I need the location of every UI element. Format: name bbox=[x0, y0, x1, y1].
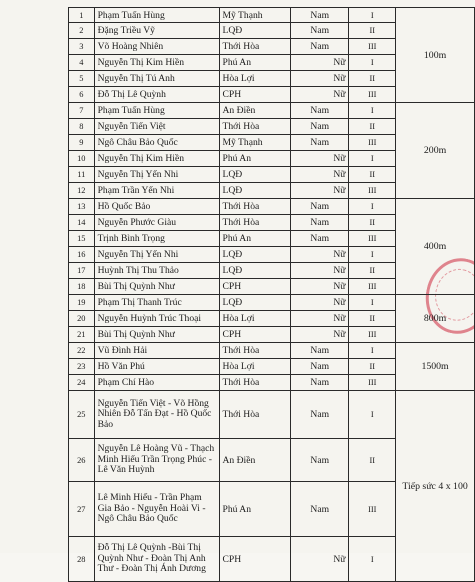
team-unit: Hòa Lợi bbox=[219, 71, 290, 87]
row-number: 15 bbox=[69, 231, 95, 247]
gender: Nữ bbox=[290, 263, 348, 279]
team-unit: Phú An bbox=[219, 151, 290, 167]
row-number: 28 bbox=[69, 537, 95, 582]
gender: Nữ bbox=[290, 87, 348, 103]
athlete-name: Nguyễn Huỳnh Trúc Thoại bbox=[94, 311, 219, 327]
row-number: 21 bbox=[69, 327, 95, 343]
gender: Nữ bbox=[290, 537, 348, 582]
team-unit: LQĐ bbox=[219, 295, 290, 311]
athlete-name: Phạm Thị Thanh Trúc bbox=[94, 295, 219, 311]
placing: II bbox=[349, 71, 396, 87]
gender: Nam bbox=[290, 375, 348, 391]
team-unit: Hòa Lợi bbox=[219, 359, 290, 375]
gender: Nữ bbox=[290, 167, 348, 183]
row-number: 14 bbox=[69, 215, 95, 231]
table-row bbox=[69, 295, 475, 311]
placing: II bbox=[349, 439, 396, 482]
gender: Nam bbox=[290, 103, 348, 119]
event-name: 1500m bbox=[396, 343, 475, 391]
table-row bbox=[69, 103, 475, 119]
athlete-name: Bùi Thị Quỳnh Như bbox=[94, 279, 219, 295]
event-name: 100m bbox=[396, 8, 475, 103]
gender: Nữ bbox=[290, 183, 348, 199]
team-unit: LQĐ bbox=[219, 23, 290, 39]
gender: Nam bbox=[290, 231, 348, 247]
placing: II bbox=[349, 215, 396, 231]
athlete-name: Phạm Tuấn Hùng bbox=[94, 103, 219, 119]
row-number: 25 bbox=[69, 391, 95, 439]
placing: II bbox=[349, 359, 396, 375]
placing: I bbox=[349, 199, 396, 215]
gender: Nam bbox=[290, 39, 348, 55]
team-unit: CPH bbox=[219, 327, 290, 343]
gender: Nam bbox=[290, 8, 348, 23]
placing: III bbox=[349, 87, 396, 103]
event-name: 200m bbox=[396, 103, 475, 199]
placing: II bbox=[349, 119, 396, 135]
athlete-name: Lê Minh Hiếu - Trần Phạm Gia Bảo - Nguyễn Hoài Vi - Ngô Châu Bảo Quốc bbox=[94, 482, 219, 537]
team-unit: Mỹ Thạnh bbox=[219, 8, 290, 23]
row-number: 27 bbox=[69, 482, 95, 537]
placing: I bbox=[349, 55, 396, 71]
row-number: 17 bbox=[69, 263, 95, 279]
team-unit: Thới Hòa bbox=[219, 343, 290, 359]
row-number: 1 bbox=[69, 8, 95, 23]
placing: III bbox=[349, 375, 396, 391]
team-unit: An Điền bbox=[219, 439, 290, 482]
gender: Nữ bbox=[290, 151, 348, 167]
gender: Nữ bbox=[290, 279, 348, 295]
gender: Nam bbox=[290, 439, 348, 482]
team-unit: Phú An bbox=[219, 482, 290, 537]
team-unit: LQĐ bbox=[219, 263, 290, 279]
placing: III bbox=[349, 39, 396, 55]
athlete-name: Đặng Triều Vỹ bbox=[94, 23, 219, 39]
athlete-name: Bùi Thị Quỳnh Như bbox=[94, 327, 219, 343]
table-row bbox=[69, 8, 475, 23]
athlete-name: Đỗ Thị Lê Quỳnh bbox=[94, 87, 219, 103]
athlete-name: Hồ Quốc Bảo bbox=[94, 199, 219, 215]
team-unit: LQĐ bbox=[219, 183, 290, 199]
athlete-name: Phạm Trần Yến Nhi bbox=[94, 183, 219, 199]
gender: Nam bbox=[290, 482, 348, 537]
row-number: 11 bbox=[69, 167, 95, 183]
team-unit: An Điền bbox=[219, 103, 290, 119]
placing: II bbox=[349, 167, 396, 183]
row-number: 23 bbox=[69, 359, 95, 375]
placing: I bbox=[349, 103, 396, 119]
placing: I bbox=[349, 391, 396, 439]
results-table bbox=[68, 7, 475, 582]
gender: Nam bbox=[290, 215, 348, 231]
placing: I bbox=[349, 537, 396, 582]
placing: III bbox=[349, 482, 396, 537]
athlete-name: Phạm Chí Hào bbox=[94, 375, 219, 391]
placing: I bbox=[349, 247, 396, 263]
gender: Nam bbox=[290, 119, 348, 135]
placing: I bbox=[349, 295, 396, 311]
table-row bbox=[69, 391, 475, 439]
placing: I bbox=[349, 343, 396, 359]
gender: Nam bbox=[290, 135, 348, 151]
row-number: 8 bbox=[69, 119, 95, 135]
team-unit: CPH bbox=[219, 537, 290, 582]
gender: Nam bbox=[290, 359, 348, 375]
event-name: Tiếp sức 4 x 100 bbox=[396, 391, 475, 582]
team-unit: LQĐ bbox=[219, 167, 290, 183]
team-unit: CPH bbox=[219, 87, 290, 103]
row-number: 12 bbox=[69, 183, 95, 199]
athlete-name: Nguyễn Thị Kim Hiền bbox=[94, 55, 219, 71]
athlete-name: Nguyễn Thị Yến Nhi bbox=[94, 167, 219, 183]
row-number: 6 bbox=[69, 87, 95, 103]
team-unit: Mỹ Thạnh bbox=[219, 135, 290, 151]
gender: Nam bbox=[290, 343, 348, 359]
placing: III bbox=[349, 327, 396, 343]
athlete-name: Nguyễn Thị Kim Hiền bbox=[94, 151, 219, 167]
athlete-name: Ngô Châu Bảo Quốc bbox=[94, 135, 219, 151]
athlete-name: Hồ Văn Phú bbox=[94, 359, 219, 375]
row-number: 22 bbox=[69, 343, 95, 359]
team-unit: Hòa Lợi bbox=[219, 311, 290, 327]
gender: Nữ bbox=[290, 71, 348, 87]
table-row bbox=[69, 343, 475, 359]
gender: Nam bbox=[290, 199, 348, 215]
placing: III bbox=[349, 231, 396, 247]
row-number: 4 bbox=[69, 55, 95, 71]
row-number: 16 bbox=[69, 247, 95, 263]
athlete-name: Nguyễn Phước Giàu bbox=[94, 215, 219, 231]
team-unit: CPH bbox=[219, 279, 290, 295]
athlete-name: Vũ Đình Hải bbox=[94, 343, 219, 359]
placing: II bbox=[349, 23, 396, 39]
event-name: 400m bbox=[396, 199, 475, 295]
athlete-name: Phạm Tuấn Hùng bbox=[94, 8, 219, 23]
row-number: 10 bbox=[69, 151, 95, 167]
athlete-name: Nguyễn Tiến Việt bbox=[94, 119, 219, 135]
athlete-name: Nguyễn Thị Yến Nhi bbox=[94, 247, 219, 263]
athlete-name: Trịnh Bình Trọng bbox=[94, 231, 219, 247]
athlete-name: Đỗ Thị Lê Quỳnh -Bùi Thị Quỳnh Như - Đoàn Thị Anh Thư - Đoàn Thị Ánh Dương bbox=[94, 537, 219, 582]
gender: Nữ bbox=[290, 327, 348, 343]
athlete-name: Võ Hoàng Nhiên bbox=[94, 39, 219, 55]
team-unit: Phú An bbox=[219, 231, 290, 247]
placing: II bbox=[349, 311, 396, 327]
placing: I bbox=[349, 8, 396, 23]
row-number: 18 bbox=[69, 279, 95, 295]
team-unit: Thới Hòa bbox=[219, 39, 290, 55]
athlete-name: Nguyễn Tiến Việt - Võ Hồng Nhiên Đỗ Tấn Đạt - Hồ Quốc Bảo bbox=[94, 391, 219, 439]
row-number: 19 bbox=[69, 295, 95, 311]
team-unit: Thới Hòa bbox=[219, 375, 290, 391]
athlete-name: Nguyễn Thị Tú Anh bbox=[94, 71, 219, 87]
team-unit: LQĐ bbox=[219, 247, 290, 263]
row-number: 20 bbox=[69, 311, 95, 327]
gender: Nữ bbox=[290, 295, 348, 311]
placing: II bbox=[349, 263, 396, 279]
gender: Nam bbox=[290, 391, 348, 439]
row-number: 26 bbox=[69, 439, 95, 482]
row-number: 9 bbox=[69, 135, 95, 151]
team-unit: Phú An bbox=[219, 55, 290, 71]
team-unit: Thới Hòa bbox=[219, 391, 290, 439]
placing: III bbox=[349, 279, 396, 295]
team-unit: Thới Hòa bbox=[219, 199, 290, 215]
event-name: 800m bbox=[396, 295, 475, 343]
gender: Nữ bbox=[290, 55, 348, 71]
table-row bbox=[69, 199, 475, 215]
team-unit: Thới Hòa bbox=[219, 119, 290, 135]
gender: Nữ bbox=[290, 311, 348, 327]
athlete-name: Huỳnh Thị Thu Thảo bbox=[94, 263, 219, 279]
athlete-name: Nguyễn Lê Hoàng Vũ - Thạch Minh Hiếu Trần Trọng Phúc - Lê Văn Huỳnh bbox=[94, 439, 219, 482]
placing: III bbox=[349, 135, 396, 151]
team-unit: Thới Hòa bbox=[219, 215, 290, 231]
gender: Nam bbox=[290, 23, 348, 39]
row-number: 24 bbox=[69, 375, 95, 391]
row-number: 5 bbox=[69, 71, 95, 87]
row-number: 13 bbox=[69, 199, 95, 215]
gender: Nữ bbox=[290, 247, 348, 263]
row-number: 2 bbox=[69, 23, 95, 39]
placing: III bbox=[349, 183, 396, 199]
row-number: 7 bbox=[69, 103, 95, 119]
placing: I bbox=[349, 151, 396, 167]
row-number: 3 bbox=[69, 39, 95, 55]
